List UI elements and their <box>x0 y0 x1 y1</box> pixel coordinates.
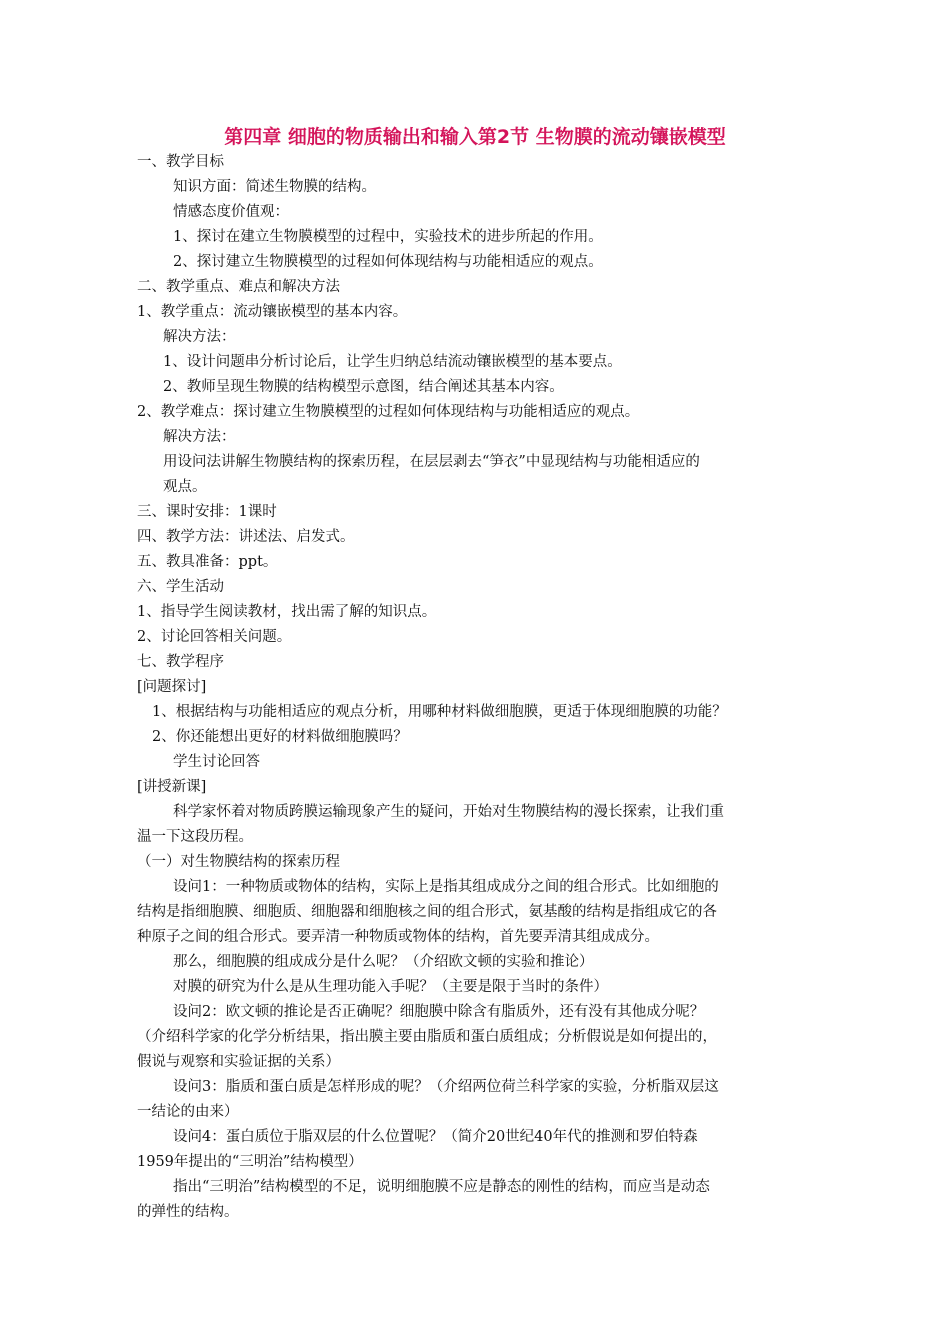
paragraph: 知识方面：简述生物膜的结构。 <box>173 179 376 195</box>
section-heading-key-points: 二、教学重点、难点和解决方法 <box>137 279 340 295</box>
paragraph: 学生讨论回答 <box>173 754 260 770</box>
subheading: [问题探讨] <box>137 679 207 695</box>
paragraph: 解决方法： <box>163 429 236 445</box>
paragraph: 那么，细胞膜的组成成分是什么呢？（介绍欧文顿的实验和推论） <box>173 954 594 970</box>
list-item: 2、教学难点：探讨建立生物膜模型的过程如何体现结构与功能相适应的观点。 <box>137 404 640 420</box>
section-heading-procedure: 七、教学程序 <box>137 654 224 670</box>
list-item: 2、你还能想出更好的材料做细胞膜吗？ <box>152 729 408 745</box>
paragraph: 一结论的由来） <box>137 1104 239 1120</box>
paragraph: 情感态度价值观： <box>173 204 289 220</box>
paragraph: 用设问法讲解生物膜结构的探索历程，在层层剥去“笋衣”中显现结构与功能相适应的 <box>163 454 700 470</box>
paragraph: 假说与观察和实验证据的关系） <box>137 1054 340 1070</box>
paragraph: 指出“三明治”结构模型的不足，说明细胞膜不应是静态的刚性的结构，而应当是动态 <box>173 1179 710 1195</box>
list-item: 1、探讨在建立生物膜模型的过程中，实验技术的进步所起的作用。 <box>173 229 603 245</box>
paragraph: 设问4：蛋白质位于脂双层的什么位置呢？（简介20世纪40年代的推测和罗伯特森 <box>173 1129 698 1145</box>
list-item: 2、探讨建立生物膜模型的过程如何体现结构与功能相适应的观点。 <box>173 254 603 270</box>
subheading: [讲授新课] <box>137 779 207 795</box>
list-item: 1、指导学生阅读教材，找出需了解的知识点。 <box>137 604 437 620</box>
paragraph: 解决方法： <box>163 329 236 345</box>
section-heading-methods: 四、教学方法：讲述法、启发式。 <box>137 529 355 545</box>
paragraph: 1959年提出的“三明治”结构模型） <box>137 1154 363 1170</box>
list-item: 2、教师呈现生物膜的结构模型示意图，结合阐述其基本内容。 <box>163 379 564 395</box>
paragraph: 观点。 <box>163 479 207 495</box>
paragraph: 结构是指细胞膜、细胞质、细胞器和细胞核之间的组合形式，氨基酸的结构是指组成它的各 <box>137 904 717 920</box>
section-heading-goals: 一、教学目标 <box>137 154 224 170</box>
section-heading-schedule: 三、课时安排：1课时 <box>137 504 277 520</box>
list-item: 1、教学重点：流动镶嵌模型的基本内容。 <box>137 304 408 320</box>
list-item: 2、讨论回答相关问题。 <box>137 629 292 645</box>
paragraph: 种原子之间的组合形式。要弄清一种物质或物体的结构，首先要弄清其组成成分。 <box>137 929 659 945</box>
paragraph: 的弹性的结构。 <box>137 1204 239 1220</box>
paragraph: （介绍科学家的化学分析结果，指出膜主要由脂质和蛋白质组成；分析假说是如何提出的， <box>137 1029 717 1045</box>
section-heading-tools: 五、教具准备：ppt。 <box>137 554 278 570</box>
paragraph: 设问1：一种物质或物体的结构，实际上是指其组成成分之间的组合形式。比如细胞的 <box>173 879 719 895</box>
section-heading-activities: 六、学生活动 <box>137 579 224 595</box>
paragraph: 科学家怀着对物质跨膜运输现象产生的疑问，开始对生物膜结构的漫长探索，让我们重 <box>173 804 724 820</box>
paragraph: 对膜的研究为什么是从生理功能入手呢？（主要是限于当时的条件） <box>173 979 608 995</box>
document-title: 第四章 细胞的物质输出和输入第2节 生物膜的流动镶嵌模型 <box>224 126 726 148</box>
list-item: 1、根据结构与功能相适应的观点分析，用哪种材料做细胞膜，更适于体现细胞膜的功能？ <box>152 704 727 720</box>
paragraph: 温一下这段历程。 <box>137 829 253 845</box>
list-item: 1、设计问题串分析讨论后，让学生归纳总结流动镶嵌模型的基本要点。 <box>163 354 622 370</box>
subheading: （一）对生物膜结构的探索历程 <box>137 854 340 870</box>
paragraph: 设问3：脂质和蛋白质是怎样形成的呢？（介绍两位荷兰科学家的实验，分析脂双层这 <box>173 1079 719 1095</box>
paragraph: 设问2：欧文顿的推论是否正确呢？细胞膜中除含有脂质外，还有没有其他成分呢？ <box>173 1004 705 1020</box>
